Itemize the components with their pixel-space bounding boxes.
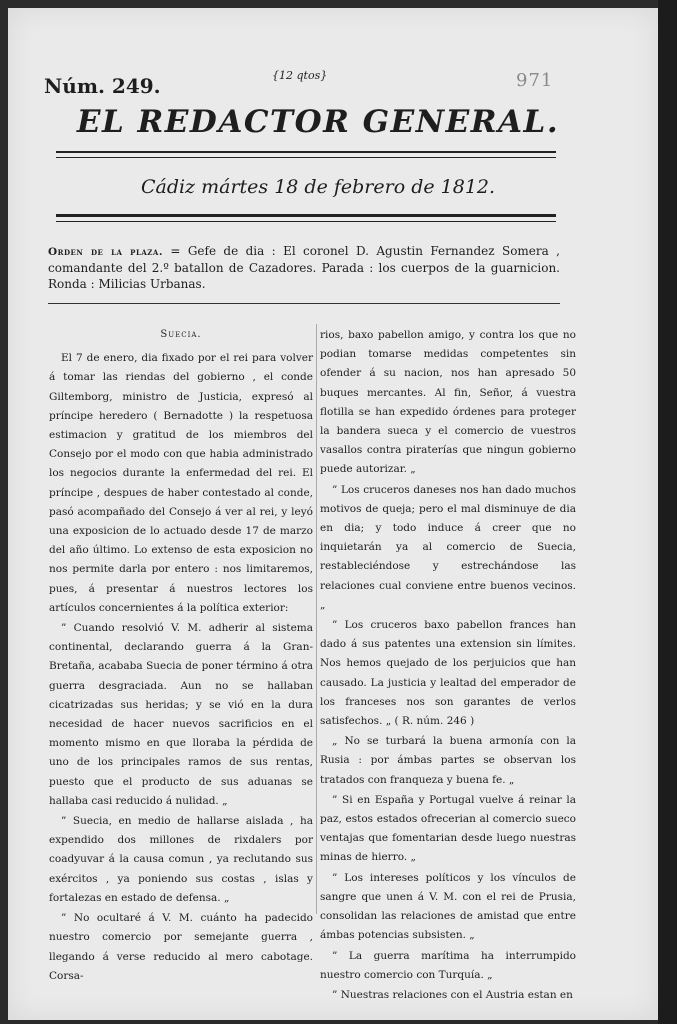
paragraph: ” No ocultaré á V. M. cuánto ha padecido nuestro comercio por semejante guerra , llegando á verse reducido al mero cabotage. Corsa-	[49, 912, 313, 982]
paragraph: rios, baxo pabellon amigo, y contra los que no podian tomarse medidas competentes sin ofender á su nacion, nos han apresado 50 buques mercantes. Al fin, Señor, á vuestra flotilla se han expedido órdenes para proteger la bandera sueca y el comercio de vuestros vasallos contra piraterías que ningun gobierno puede autorizar. „	[320, 329, 576, 476]
paragraph: ” Los cruceros baxo pabellon frances han dado á sus patentes una extension sin límites. Nos hemos quejado de los perjuicios que han causado. La justicia y lealtad del emperador de los franceses nos son garantes de verlos satisfechos. „ ( R. núm. 246 )	[320, 619, 576, 728]
dateline: Cádiz mártes 18 de febrero de 1812.	[140, 176, 496, 198]
newspaper-title: EL REDACTOR GENERAL.	[76, 104, 560, 140]
orden-text: = Gefe de dia : El coronel D. Agustin Fernandez Somera , comandante del 2.º batallon de Cazadores. Parada : los cuerpos de la guarnicion. Ronda : Milicias Urbanas.	[48, 244, 560, 291]
date-rule-bottom	[56, 221, 556, 222]
paragraph: „ No se turbará la buena armonía con la Rusia : por ámbas partes se observan los tratados con franqueza y buena fe. „	[320, 735, 576, 786]
issue-price: {12 qtos}	[272, 69, 328, 82]
column-right	[320, 326, 576, 1006]
paragraph: El 7 de enero, dia fixado por el rei para volver á tomar las riendas del gobierno , el conde Giltemborg, ministro de Justicia, expresó al príncipe heredero ( Bernadotte ) la respetuosa estimacion y gratitud de los miembros del Consejo por el modo con que habia administrado los negocios durante la enfermedad del rei. El príncipe , despues de haber contestado al conde, pasó acompañado del Consejo á ver al rei, y leyó una exposicion de lo actuado desde 17 de marzo del año último. Lo extenso de esta exposicion no nos permite darla por entero : nos limitaremos, pues, á presentar á nuestros lectores los artículos concernientes á la política exterior:	[49, 352, 313, 614]
title-rule-top	[56, 151, 556, 153]
paragraph: ” Los intereses políticos y los vínculos de sangre que unen á V. M. con el rei de Prusia, consolidan las relaciones de amistad que entre ámbas potencias subsisten. „	[320, 871, 576, 942]
newspaper-page	[8, 8, 658, 1020]
paragraph: ” La guerra marítima ha interrumpido nuestro comercio con Turquía. „	[320, 949, 576, 981]
paragraph: ” Los cruceros daneses nos han dado muchos motivos de queja; pero el mal disminuye de dia en dia; y todo induce á creer que no inquietarán ya al comercio de Suecia, restableciéndose y estrechándose las relaciones cual conviene entre buenos vecinos. „	[320, 483, 576, 611]
orden-de-la-plaza	[48, 243, 560, 292]
section-divider	[48, 303, 560, 304]
column-separator	[316, 324, 317, 914]
section-heading: Suecia.	[160, 329, 202, 340]
column-left	[49, 325, 313, 987]
scan-edge	[658, 0, 677, 1024]
orden-label: Orden de la plaza.	[48, 246, 163, 258]
paragraph: ” Si en España y Portugal vuelve á reinar la paz, estos estados ofrecerian al comercio sueco ventajas que fomentarian desde luego nuestras minas de hierro. „	[320, 793, 576, 864]
title-rule-bottom	[56, 157, 556, 158]
paragraph: ” Suecia, en medio de hallarse aislada , ha expendido dos millones de rixdalers por coadyuvar á la causa comun , ya reclutando sus exércitos , ya poniendo sus costas , islas y fortalezas en estado de defensa. „	[49, 815, 313, 904]
date-rule-top	[56, 214, 556, 217]
paragraph: ” Cuando resolvió V. M. adherir al sistema continental, declarando guerra á la Gran-Bretaña, acababa Suecia de poner término á otra guerra desgraciada. Aun no se hallaban cicatrizadas sus heridas; y se vió en la dura necesidad de hacer nuevos sacrificios en el momento mismo en que lloraba la pérdida de uno de los principales ramos de sus rentas, puesto que el producto de sus aduanas se hallaba casi reducido á nulidad. „	[49, 622, 313, 807]
page-folio: 971	[516, 70, 554, 91]
paragraph: ” Nuestras relaciones con el Austria estan en	[332, 988, 573, 1001]
issue-number: Núm. 249.	[44, 74, 161, 98]
